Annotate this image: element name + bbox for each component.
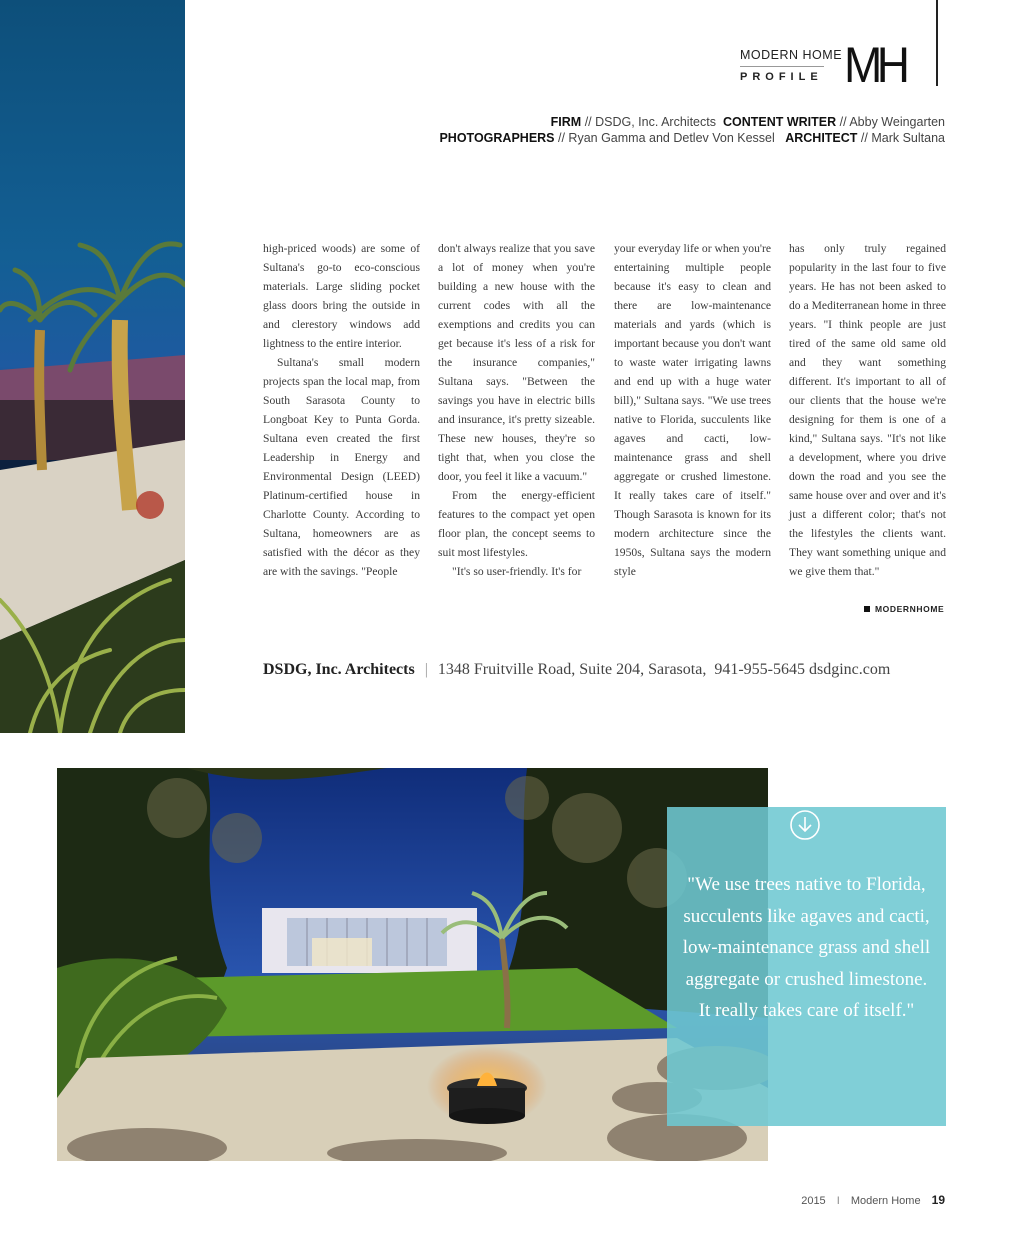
pull-quote [667, 807, 946, 1126]
firm-value: // DSDG, Inc. Architects [584, 115, 716, 129]
writer-label: CONTENT WRITER [722, 115, 837, 129]
left-photo-palms [0, 0, 185, 733]
photographers-value: // Ryan Gamma and Detlev Von Kessel [558, 131, 775, 145]
end-square-icon [864, 606, 870, 612]
photographers-label: PHOTOGRAPHERS [439, 131, 555, 145]
garden-photo [57, 768, 768, 1161]
credits-block [439, 114, 945, 146]
down-arrow-circle-icon [789, 809, 821, 841]
footer-publication: Modern Home [850, 1195, 921, 1207]
masthead-vertical-rule [936, 0, 938, 86]
section-subtitle: PROFILE [740, 71, 823, 83]
credits-line-2 [439, 130, 945, 146]
paragraph: high-priced woods) are some of Sultana's go-to eco-conscious materials. Large sliding pocket glass doors bring the outside in and clerestory windows add lightness to the entire interior. [263, 242, 420, 350]
architect-value: // Mark Sultana [860, 131, 945, 145]
section-title: MODERN HOME [740, 48, 843, 62]
end-mark [864, 604, 944, 614]
footer-year: 2015 [801, 1195, 826, 1207]
paragraph: has only truly regained popularity in the last four to five years. He has not been asked to do a Mediterranean home in three years. "I think people are just tired of the same old same old and they want something different. It's important to all of our clients that the house we're designing for them is one of a kind," Sultana says. "It's not like a development, where you drive down the road and you see the same house over and over and it's just a different color; that's not the lifestyles the clients want. They want something unique and we give them that." [789, 242, 946, 578]
firm-info [263, 661, 890, 679]
firm-website[interactable]: dsdginc.com [808, 661, 891, 678]
mh-logo: MH [844, 37, 905, 93]
article-column-1 [263, 239, 420, 581]
article-column-2 [438, 239, 595, 581]
masthead [720, 37, 940, 93]
article-body [263, 239, 946, 599]
paragraph: From the energy-efficient features to the compact yet open floor plan, the concept seems to suit most lifestyles. [438, 489, 595, 559]
writer-value: // Abby Weingarten [839, 115, 945, 129]
page-footer [801, 1193, 945, 1207]
paragraph: your everyday life or when you're entertaining multiple people because it's easy to clean and there are low-maintenance materials and yards (which is important because you don't want to waste water irrigating lawns and end up with a huge water bill)," Sultana says. "We use trees native to Florida, succulents like agaves and cacti, low-maintenance grass and shell aggregate or crushed limestone. It really takes care of itself." Though Sarasota is known for its modern architecture since the 1950s, Sultana says the modern style [614, 242, 771, 578]
article-column-4 [789, 239, 946, 581]
firm-name: DSDG, Inc. Architects [263, 661, 415, 678]
firm-info-separator: | [424, 661, 428, 678]
end-mark-label: MODERNHOME [875, 604, 945, 614]
paragraph: "It's so user-friendly. It's for [452, 565, 582, 578]
credits-line-1 [439, 114, 945, 130]
firm-phone: 941-955-5645 [714, 661, 805, 678]
firm-address: 1348 Fruitville Road, Suite 204, Sarasota, [437, 661, 707, 678]
page-number: 19 [931, 1193, 945, 1207]
section-label [740, 48, 842, 83]
paragraph: Sultana's small modern projects span the local map, from South Sarasota County to Longboat Key to Punta Gorda. Sultana even created the first Leadership in Energy and Environmental Design (LEED) Platinum-certified house in Charlotte County. According to Sultana, homeowners are as satisfied with the décor as they are with the savings. "People [263, 356, 420, 578]
paragraph: don't always realize that you save a lot of money when you're building a new house with the current codes with all the exemptions and credits you can get because it's less of a risk for the insurance companies," Sultana says. "Between the savings you have in electric bills and insurance, it's pretty sizeable. These new houses, they're so tight that, when you close the door, you feel it like a vacuum." [438, 242, 595, 483]
article-column-3 [614, 239, 771, 581]
pull-quote-text: "We use trees native to Florida, succulents like agaves and cacti, low-maintenance grass and shell aggregate or crushed limestone. It really takes care of itself." [682, 874, 931, 1021]
footer-separator: I [836, 1195, 840, 1207]
firm-label: FIRM [550, 115, 582, 129]
architect-label: ARCHITECT [785, 131, 858, 145]
section-rule [740, 66, 824, 67]
